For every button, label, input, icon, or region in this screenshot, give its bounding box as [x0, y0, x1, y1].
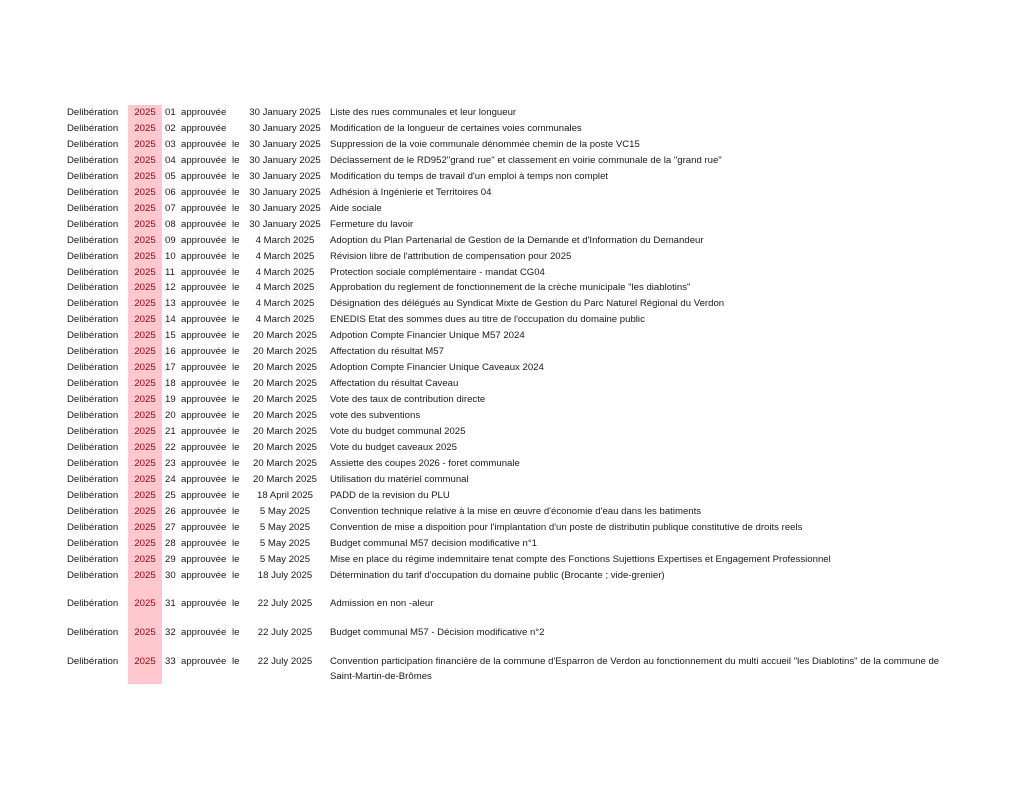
le-cell: le — [232, 378, 240, 390]
le-cell: le — [232, 553, 240, 565]
type-cell: Delibération — [67, 655, 119, 667]
status-cell: approuvée — [181, 138, 227, 150]
le-cell: le — [232, 655, 240, 667]
status-cell: approuvée — [181, 378, 227, 390]
date-cell: 20 March 2025 — [253, 426, 317, 437]
title-cell: Utilisation du matériel communal — [330, 473, 469, 485]
year-cell: 2025 — [134, 655, 156, 667]
number-cell: 04 — [165, 154, 176, 166]
le-cell: le — [232, 282, 240, 294]
year-cell: 2025 — [134, 489, 156, 501]
title-cell: Détermination du tarif d'occupation du domaine public (Brocante ; vide-grenier) — [330, 569, 665, 581]
year-cell: 2025 — [134, 441, 156, 453]
status-cell: approuvée — [181, 298, 227, 310]
type-cell: Delibération — [67, 282, 119, 294]
date-cell: 22 July 2025 — [257, 626, 313, 638]
date-cell: 30 January 2025 — [249, 122, 321, 134]
title-cell: PADD de la revision du PLU — [330, 489, 450, 501]
year-cell: 2025 — [134, 626, 156, 638]
number-cell: 13 — [165, 298, 176, 310]
type-cell: Delibération — [67, 266, 119, 278]
title-cell: Convention de mise a dispoition pour l'implantation d'un poste de distributin publique constitutive de droits reels — [330, 521, 803, 533]
le-cell: le — [232, 266, 240, 278]
number-cell: 11 — [165, 266, 175, 278]
date-cell: 4 March 2025 — [255, 298, 315, 310]
title-cell: ENEDIS Etat des sommes dues au titre de l'occupation du domaine public — [330, 314, 645, 326]
status-cell: approuvée — [181, 218, 227, 230]
title-cell: Budget communal M57 - Décision modificative n°2 — [330, 626, 545, 638]
le-cell: le — [232, 394, 240, 406]
type-cell: Delibération — [67, 626, 119, 638]
year-cell: 2025 — [134, 410, 156, 422]
year-cell: 2025 — [134, 598, 156, 609]
number-cell: 28 — [165, 537, 176, 549]
title-cell: Affectation du résultat M57 — [330, 346, 444, 358]
type-cell: Delibération — [67, 553, 119, 565]
status-cell: approuvée — [181, 250, 227, 262]
status-cell: approuvée — [181, 441, 227, 453]
status-cell: approuvée — [181, 473, 227, 485]
year-cell: 2025 — [134, 170, 156, 182]
le-cell: le — [232, 362, 240, 374]
type-cell: Delibération — [67, 170, 119, 182]
title-cell: Désignation des délégués au Syndicat Mixte de Gestion du Parc Naturel Régional du Verdon — [330, 298, 725, 310]
type-cell: Delibération — [67, 250, 119, 262]
type-cell: Delibération — [67, 457, 119, 469]
year-cell: 2025 — [134, 346, 156, 358]
type-cell: Delibération — [67, 378, 119, 390]
year-cell: 2025 — [134, 234, 156, 246]
date-cell: 30 January 2025 — [249, 107, 321, 118]
number-cell: 07 — [165, 202, 176, 214]
type-cell: Delibération — [67, 218, 119, 230]
number-cell: 18 — [165, 378, 176, 390]
type-cell: Delibération — [67, 154, 119, 166]
status-cell: approuvée — [181, 655, 227, 667]
year-cell: 2025 — [134, 457, 156, 469]
type-cell: Delibération — [67, 441, 119, 453]
number-cell: 19 — [165, 394, 176, 406]
number-cell: 33 — [165, 655, 176, 667]
status-cell: approuvée — [181, 521, 227, 533]
number-cell: 22 — [165, 441, 176, 453]
year-cell: 2025 — [134, 298, 156, 310]
date-cell: 30 January 2025 — [249, 186, 321, 198]
date-cell: 20 March 2025 — [253, 473, 317, 485]
status-cell: approuvée — [181, 505, 227, 517]
status-cell: approuvée — [181, 266, 227, 278]
year-cell: 2025 — [134, 394, 156, 406]
year-cell: 2025 — [134, 553, 156, 565]
type-cell: Delibération — [67, 394, 119, 406]
title-cell: Aide sociale — [330, 202, 382, 214]
le-cell: le — [232, 154, 240, 166]
le-cell: le — [232, 626, 240, 638]
number-cell: 12 — [165, 282, 176, 294]
date-cell: 20 March 2025 — [253, 362, 317, 374]
le-cell: le — [232, 441, 240, 453]
le-cell: le — [232, 234, 240, 246]
number-cell: 08 — [165, 218, 176, 230]
status-cell: approuvée — [181, 426, 227, 437]
type-cell: Delibération — [67, 234, 119, 246]
number-cell: 09 — [165, 234, 176, 246]
year-cell: 2025 — [134, 537, 156, 549]
title-cell: Approbation du reglement de fonctionnement de la crèche municipale "les diablotins" — [330, 282, 691, 294]
status-cell: approuvée — [181, 394, 227, 406]
le-cell: le — [232, 521, 240, 533]
status-cell: approuvée — [181, 186, 227, 198]
year-cell: 2025 — [134, 218, 156, 230]
year-cell: 2025 — [134, 378, 156, 390]
type-cell: Delibération — [67, 186, 119, 198]
date-cell: 5 May 2025 — [259, 521, 311, 533]
title-cell: Convention technique relative à la mise en œuvre d'économie d'eau dans les batiments — [330, 505, 702, 517]
title-cell: Vote du budget caveaux 2025 — [330, 441, 457, 453]
number-cell: 16 — [165, 346, 176, 358]
title-cell: Révision libre de l'attribution de compensation pour 2025 — [330, 250, 572, 262]
date-cell: 20 March 2025 — [253, 410, 317, 422]
status-cell: approuvée — [181, 553, 227, 565]
year-cell: 2025 — [134, 138, 156, 150]
date-cell: 20 March 2025 — [253, 378, 317, 390]
status-cell: approuvée — [181, 330, 227, 342]
date-cell: 20 March 2025 — [253, 441, 317, 453]
number-cell: 06 — [165, 186, 176, 198]
number-cell: 25 — [165, 489, 176, 501]
year-cell: 2025 — [134, 505, 156, 517]
status-cell: approuvée — [181, 170, 227, 182]
le-cell: le — [232, 218, 240, 230]
date-cell: 20 March 2025 — [253, 457, 317, 469]
title-cell: Adoption Compte Financier Unique Caveaux 2024 — [330, 362, 544, 374]
le-cell: le — [232, 138, 240, 150]
number-cell: 24 — [165, 473, 176, 485]
title-cell: Vote du budget communal 2025 — [330, 426, 466, 437]
date-cell: 5 May 2025 — [259, 505, 311, 517]
year-cell: 2025 — [134, 282, 156, 294]
number-cell: 20 — [165, 410, 176, 422]
le-cell: le — [232, 170, 240, 182]
status-cell: approuvée — [181, 598, 227, 609]
year-cell: 2025 — [134, 521, 156, 533]
date-cell: 4 March 2025 — [255, 234, 315, 246]
status-cell: approuvée — [181, 154, 227, 166]
le-cell: le — [232, 250, 240, 262]
year-cell: 2025 — [134, 154, 156, 166]
status-cell: approuvée — [181, 202, 227, 214]
title-cell: Adhésion à Ingénierie et Territoires 04 — [330, 186, 492, 198]
status-cell: approuvée — [181, 122, 227, 134]
le-cell: le — [232, 598, 240, 609]
date-cell: 4 March 2025 — [255, 282, 315, 294]
number-cell: 17 — [165, 362, 176, 374]
le-cell: le — [232, 202, 240, 214]
date-cell: 30 January 2025 — [249, 202, 321, 214]
title-cell: Suppression de la voie communale dénommée chemin de la poste VC15 — [330, 138, 640, 150]
date-cell: 22 July 2025 — [257, 655, 313, 667]
type-cell: Delibération — [67, 521, 119, 533]
le-cell: le — [232, 426, 240, 437]
number-cell: 27 — [165, 521, 176, 533]
title-cell: Déclassement de le RD952"grand rue" et classement en voirie communale de la "grand rue" — [330, 154, 722, 166]
date-cell: 22 July 2025 — [257, 598, 313, 609]
type-cell: Delibération — [67, 505, 119, 517]
status-cell: approuvée — [181, 346, 227, 358]
year-cell: 2025 — [134, 426, 156, 437]
number-cell: 10 — [165, 250, 176, 262]
title-cell: Modification du temps de travail d'un emploi à temps non complet — [330, 170, 609, 182]
le-cell: le — [232, 346, 240, 358]
type-cell: Delibération — [67, 298, 119, 310]
number-cell: 15 — [165, 330, 176, 342]
title-cell: Adoption du Plan Partenarial de Gestion de la Demande et d'Information du Demandeur — [330, 234, 704, 246]
type-cell: Delibération — [67, 473, 119, 485]
date-cell: 30 January 2025 — [249, 154, 321, 166]
status-cell: approuvée — [181, 107, 227, 118]
type-cell: Delibération — [67, 138, 119, 150]
number-cell: 05 — [165, 170, 176, 182]
date-cell: 4 March 2025 — [255, 314, 315, 326]
year-cell: 2025 — [134, 122, 156, 134]
status-cell: approuvée — [181, 410, 227, 422]
le-cell: le — [232, 186, 240, 198]
title-cell: Budget communal M57 decision modificative n°1 — [330, 537, 538, 549]
number-cell: 26 — [165, 505, 176, 517]
year-cell: 2025 — [134, 266, 156, 278]
le-cell: le — [232, 410, 240, 422]
type-cell: Delibération — [67, 314, 119, 326]
title-cell: vote des subventions — [330, 410, 421, 422]
title-cell: Protection sociale complémentaire - mandat CG04 — [330, 266, 545, 278]
year-cell: 2025 — [134, 107, 156, 118]
date-cell: 20 March 2025 — [253, 394, 317, 406]
date-cell: 30 January 2025 — [249, 170, 321, 182]
title-cell: Convention participation financière de la commune d'Esparron de Verdon au fonctionnement du multi accueil "les Diablotins" de la commune de Saint-Martin-de-Brômes — [330, 655, 940, 682]
year-cell: 2025 — [134, 202, 156, 214]
title-cell: Assiette des coupes 2026 - foret communale — [330, 457, 520, 469]
year-cell: 2025 — [134, 473, 156, 485]
status-cell: approuvée — [181, 537, 227, 549]
type-cell: Delibération — [67, 122, 119, 134]
date-cell: 4 March 2025 — [255, 266, 315, 278]
title-cell: Affectation du résultat Caveau — [330, 378, 459, 390]
year-cell: 2025 — [134, 186, 156, 198]
number-cell: 32 — [165, 626, 176, 638]
le-cell: le — [232, 537, 240, 549]
status-cell: approuvée — [181, 362, 227, 374]
title-cell: Adpotion Compte Financier Unique M57 2024 — [330, 330, 525, 342]
status-cell: approuvée — [181, 282, 227, 294]
date-cell: 18 April 2025 — [256, 489, 313, 501]
number-cell: 29 — [165, 553, 176, 565]
date-cell: 30 January 2025 — [249, 138, 321, 150]
number-cell: 31 — [165, 598, 176, 609]
title-cell: Vote des taux de contribution directe — [330, 394, 486, 406]
title-cell: Fermeture du lavoir — [330, 218, 414, 230]
status-cell: approuvée — [181, 489, 227, 501]
number-cell: 03 — [165, 138, 176, 150]
le-cell: le — [232, 330, 240, 342]
date-cell: 18 July 2025 — [257, 569, 313, 581]
date-cell: 30 January 2025 — [249, 218, 321, 230]
le-cell: le — [232, 473, 240, 485]
year-cell: 2025 — [134, 362, 156, 374]
type-cell: Delibération — [67, 330, 119, 342]
year-cell: 2025 — [134, 314, 156, 326]
type-cell: Delibération — [67, 569, 119, 581]
title-cell: Mise en place du régime indemnitaire tenat compte des Fonctions Sujettions Expertises et Engagement Professionnel — [330, 553, 831, 565]
date-cell: 20 March 2025 — [253, 346, 317, 358]
number-cell: 21 — [165, 426, 176, 437]
le-cell: le — [232, 505, 240, 517]
le-cell: le — [232, 489, 240, 501]
date-cell: 5 May 2025 — [259, 537, 311, 549]
number-cell: 02 — [165, 122, 176, 134]
number-cell: 30 — [165, 569, 176, 581]
status-cell: approuvée — [181, 626, 227, 638]
type-cell: Delibération — [67, 489, 119, 501]
number-cell: 14 — [165, 314, 176, 326]
type-cell: Delibération — [67, 346, 119, 358]
year-cell: 2025 — [134, 330, 156, 342]
type-cell: Delibération — [67, 202, 119, 214]
le-cell: le — [232, 569, 240, 581]
le-cell: le — [232, 457, 240, 469]
type-cell: Delibération — [67, 598, 119, 609]
number-cell: 01 — [165, 107, 176, 118]
title-cell: Liste des rues communales et leur longueur — [330, 107, 517, 118]
type-cell: Delibération — [67, 426, 119, 437]
title-cell: Modification de la longueur de certaines voies communales — [330, 122, 582, 134]
title-cell: Admission en non -aleur — [330, 598, 434, 609]
status-cell: approuvée — [181, 234, 227, 246]
type-cell: Delibération — [67, 362, 119, 374]
number-cell: 23 — [165, 457, 176, 469]
status-cell: approuvée — [181, 457, 227, 469]
le-cell: le — [232, 298, 240, 310]
date-cell: 4 March 2025 — [255, 250, 315, 262]
le-cell: le — [232, 314, 240, 326]
type-cell: Delibération — [67, 537, 119, 549]
year-cell: 2025 — [134, 250, 156, 262]
status-cell: approuvée — [181, 314, 227, 326]
year-cell: 2025 — [134, 569, 156, 581]
date-cell: 5 May 2025 — [259, 553, 311, 565]
type-cell: Delibération — [67, 410, 119, 422]
type-cell: Delibération — [67, 107, 119, 118]
status-cell: approuvée — [181, 569, 227, 581]
date-cell: 20 March 2025 — [253, 330, 317, 342]
